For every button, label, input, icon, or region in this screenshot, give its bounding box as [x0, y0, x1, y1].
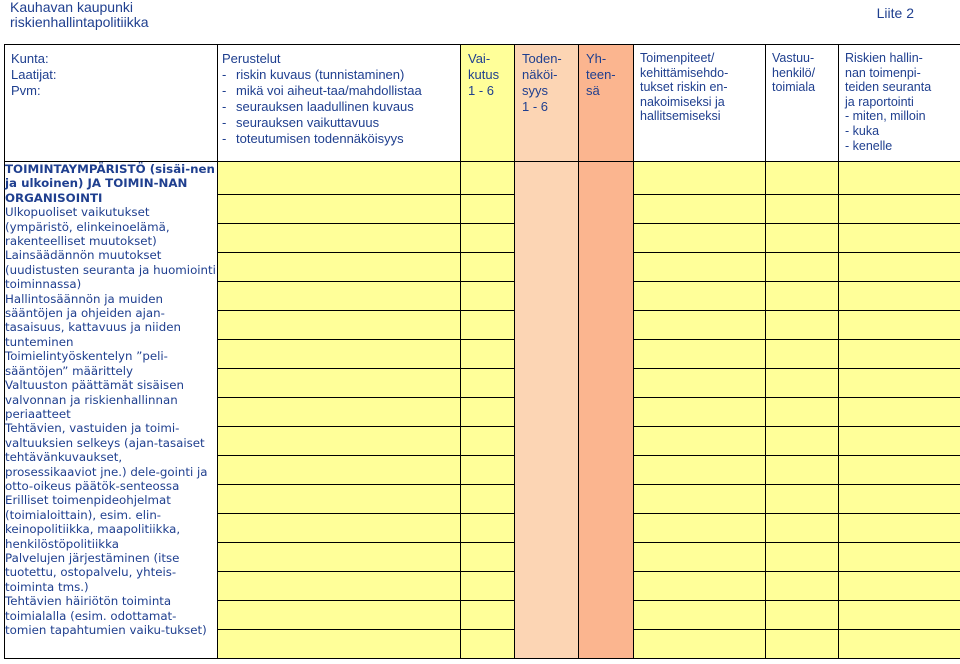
list-item: Erilliset toimenpideohjelmat (toimialoittain), esim. elin-keinopolitiikka, maapolitiikka, henkilöstöpolitiikka — [5, 493, 181, 551]
header-todennakoisyys: Toden- näköi- syys 1 - 6 — [515, 45, 579, 162]
list-item: Ulkopuoliset vaikutukset (ympäristö, elinkeinoelämä, rakenteelliset muutokset) — [5, 205, 170, 249]
list-item: Valtuuston päättämät sisäisen valvonnan ja riskienhallinnan periaatteet — [5, 378, 184, 421]
header-kunta: Kunta: Laatijat: Pvm: — [5, 45, 218, 162]
list-item: Toimielintyöskentelyn ”peli-sääntöjen” määrittely — [5, 349, 168, 378]
attachment-label: Liite 2 — [876, 5, 914, 21]
table-header-row — [5, 45, 960, 162]
perustelut-cell[interactable] — [218, 162, 461, 195]
section-heading: TOIMINTAYMPÄRISTÖ (sisäi-nen ja ulkoinen) JA TOIMIN-NAN ORGANISOINTI — [5, 162, 215, 205]
header-toimenpiteet: Toimenpiteet/ kehittämisehdo- tukset riskin en- nakoimiseksi ja hallitsemiseksi — [634, 45, 766, 162]
todennakoisyys-cell[interactable] — [515, 162, 579, 659]
yhteensa-cell[interactable] — [579, 162, 634, 659]
list-item: Tehtävien häiriötön toiminta toimialalla (esim. odottamat-tomien tapahtumien vaiku-tukset) — [5, 594, 207, 637]
risk-table — [4, 44, 960, 659]
seuranta-cell[interactable] — [839, 162, 960, 195]
header-seuranta: Riskien hallin- nan toimenpi- teiden seuranta ja raportointi - miten, milloin - kuka - kenelle — [839, 45, 960, 162]
document-header — [0, 0, 960, 44]
table-row — [5, 162, 960, 195]
list-item: Tehtävien, vastuiden ja toimi-valtuuksien selkeys (ajan-tasaiset tehtävänkuvaukset, prosessikaaviot jne.) dele-gointi ja otto-oikeus päätök-senteossa — [5, 421, 208, 493]
header-yhteensa: Yh- teen- sä — [579, 45, 634, 162]
vaikutus-cell[interactable] — [461, 162, 515, 195]
org-line-2: riskienhallintapolitiikka — [10, 14, 149, 30]
header-perustelut: Perustelut - riskin kuvaus (tunnistaminen) - mikä voi aiheut-taa/mahdollistaa - seurauksen laadullinen kuvaus - seurauksen vaikuttavuus - toteutumisen todennäköisyys — [218, 45, 461, 162]
organization-name — [10, 0, 149, 30]
list-item: Palvelujen järjestäminen (itse tuotettu, ostopalvelu, yhteis-toiminta tms.) — [5, 550, 180, 594]
list-item: Lainsäädännön muutokset (uudistusten seuranta ja huomiointi toiminnassa) — [5, 248, 216, 292]
risk-description-cell — [5, 162, 218, 659]
list-item: Hallintosäännön ja muiden sääntöjen ja ohjeiden ajan-tasaisuus, kattavuus ja niiden tunteminen — [5, 291, 181, 349]
vastuuhenkilo-cell[interactable] — [766, 162, 839, 195]
header-vastuuhenkilo: Vastuu- henkilö/ toimiala — [766, 45, 839, 162]
org-line-1: Kauhavan kaupunki — [10, 0, 133, 15]
toimenpiteet-cell[interactable] — [634, 162, 766, 195]
header-vaikutus: Vai- kutus 1 - 6 — [461, 45, 515, 162]
